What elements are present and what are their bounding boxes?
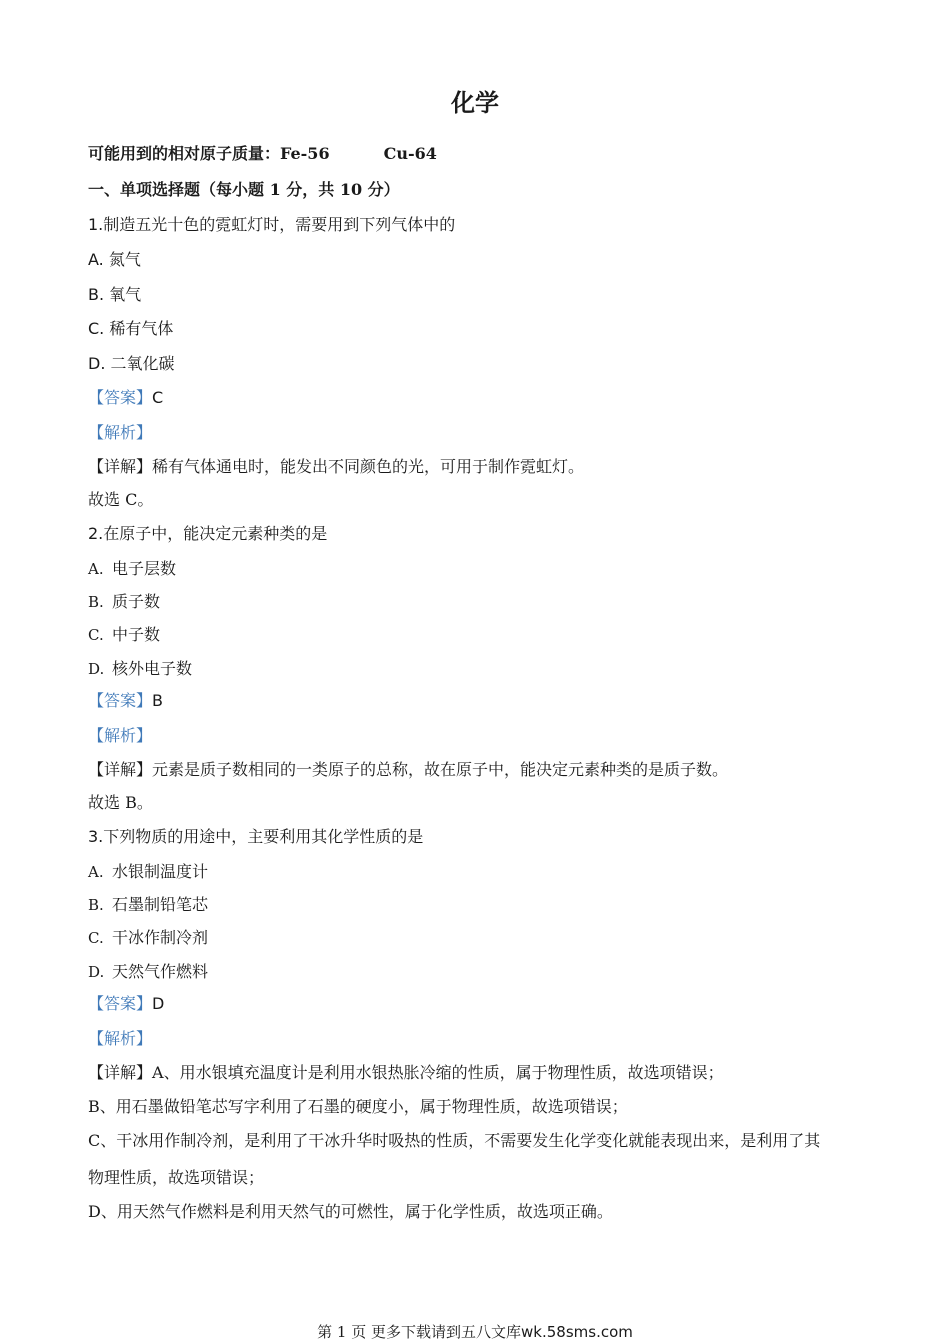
option-label: B. xyxy=(88,285,105,304)
answer-value: B xyxy=(152,691,163,710)
option-text: 稀有气体 xyxy=(109,319,174,338)
q1-detail xyxy=(88,457,584,477)
option-text: 天然气作燃料 xyxy=(112,962,209,981)
option-label: A. xyxy=(88,250,104,269)
answer-label: 【答案】 xyxy=(88,994,153,1013)
answer-label: 【答案】 xyxy=(88,388,153,407)
option-label: D. xyxy=(88,354,106,373)
option-text: 中子数 xyxy=(112,625,161,644)
q3-stem xyxy=(88,827,423,847)
q2-detail xyxy=(88,760,728,780)
q2-option-d xyxy=(88,659,192,679)
answer-label: 【答案】 xyxy=(88,691,153,710)
answer-value: C xyxy=(152,388,164,407)
q1-option-d xyxy=(88,354,175,374)
detail-label: 【详解】 xyxy=(88,760,153,779)
detail-text: 稀有气体通电时，能发出不同颜色的光，可用于制作霓虹灯。 xyxy=(152,457,585,476)
q3-detail-c: C、干冰用作制冷剂，是利用了干冰升华时吸热的性质，不需要发生化学变化就能表现出来，是利用了其 xyxy=(88,1131,821,1150)
option-text: 电子层数 xyxy=(112,559,177,578)
q2-option-c xyxy=(88,625,160,645)
q1-stem-text: 制造五光十色的霓虹灯时，需要用到下列气体中的 xyxy=(103,215,456,234)
q2-option-b xyxy=(88,592,160,612)
q3-option-d xyxy=(88,962,208,982)
footer-site: wk.58sms.com xyxy=(521,1323,633,1341)
page-number: 第 1 页 xyxy=(317,1323,367,1341)
detail-label: 【详解】 xyxy=(88,457,153,476)
q1-analysis-label: 【解析】 xyxy=(88,423,153,442)
q1-number: 1. xyxy=(88,215,104,234)
page-footer xyxy=(0,1322,950,1342)
option-text: 二氧化碳 xyxy=(110,354,175,373)
footer-promo: 更多下载请到五八文库 xyxy=(371,1323,522,1341)
q1-stem xyxy=(88,215,455,235)
q2-number: 2. xyxy=(88,524,104,543)
option-label: D. xyxy=(88,963,105,981)
answer-value: D xyxy=(152,994,165,1013)
atomic-mass-cu: Cu-64 xyxy=(383,144,437,163)
q1-option-a xyxy=(88,250,141,270)
detail-text: 元素是质子数相同的一类原子的总称，故在原子中，能决定元素种类的是质子数。 xyxy=(152,760,729,779)
q1-option-c xyxy=(88,319,173,339)
option-text: 氧气 xyxy=(109,285,142,304)
q3-answer xyxy=(88,994,164,1014)
option-label: C. xyxy=(88,929,104,947)
q3-detail-a xyxy=(88,1063,724,1083)
q2-conclusion: 故选 B。 xyxy=(88,793,153,812)
q2-stem-text: 在原子中，能决定元素种类的是 xyxy=(103,524,328,543)
detail-text: A、用水银填充温度计是利用水银热胀冷缩的性质，属于物理性质，故选项错误； xyxy=(152,1063,724,1082)
option-label: A. xyxy=(88,560,104,578)
q1-conclusion: 故选 C。 xyxy=(88,490,154,509)
q2-stem xyxy=(88,524,327,544)
option-text: 干冰作制冷剂 xyxy=(112,928,209,947)
q3-option-c xyxy=(88,928,208,948)
option-label: A. xyxy=(88,863,104,881)
q3-stem-text: 下列物质的用途中，主要利用其化学性质的是 xyxy=(103,827,424,846)
doc-title: 化学 xyxy=(451,89,499,117)
option-text: 氮气 xyxy=(108,250,141,269)
q3-detail-c-cont: 物理性质，故选项错误； xyxy=(88,1168,265,1187)
option-text: 水银制温度计 xyxy=(112,862,209,881)
option-text: 核外电子数 xyxy=(112,659,193,678)
option-text: 石墨制铅笔芯 xyxy=(112,895,209,914)
atomic-mass-label: 可能用到的相对原子质量：Fe-56 xyxy=(88,144,330,163)
option-label: C. xyxy=(88,319,105,338)
q3-detail-d: D、用天然气作燃料是利用天然气的可燃性，属于化学性质，故选项正确。 xyxy=(88,1202,613,1221)
q3-number: 3. xyxy=(88,827,104,846)
q3-option-b xyxy=(88,895,208,915)
q3-analysis-label: 【解析】 xyxy=(88,1029,153,1048)
q3-option-a xyxy=(88,862,208,882)
option-label: B. xyxy=(88,593,104,611)
q1-option-b xyxy=(88,285,141,305)
q2-analysis-label: 【解析】 xyxy=(88,726,153,745)
q3-detail-b: B、用石墨做铅笔芯写字利用了石墨的硬度小，属于物理性质，故选项错误； xyxy=(88,1097,628,1116)
q1-answer xyxy=(88,388,163,408)
detail-label: 【详解】 xyxy=(88,1063,153,1082)
option-label: B. xyxy=(88,896,104,914)
option-label: D. xyxy=(88,660,105,678)
option-label: C. xyxy=(88,626,104,644)
section-heading: 一、单项选择题（每小题 1 分，共 10 分） xyxy=(88,180,400,199)
option-text: 质子数 xyxy=(112,592,161,611)
q2-option-a xyxy=(88,559,176,579)
q2-answer xyxy=(88,691,163,711)
atomic-mass-line xyxy=(88,144,437,164)
